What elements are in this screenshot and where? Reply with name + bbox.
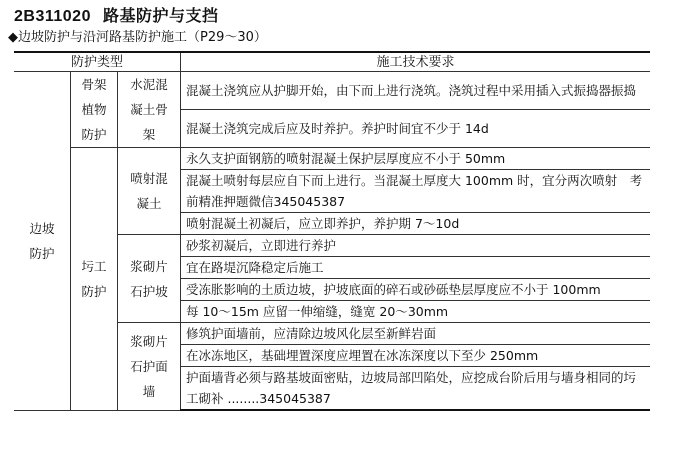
- requirement-cell: 混凝土浇筑应从护脚开始，由下而上进行浇筑。浇筑过程中采用插入式振捣器振捣: [181, 72, 651, 110]
- table-header-row: [14, 52, 650, 72]
- subgroup-label: 喷射混凝土: [130, 171, 168, 211]
- subgroup-label: 水泥混凝土骨架: [130, 77, 168, 142]
- group-label: 圬工防护: [81, 258, 107, 299]
- subgroup-label: 浆砌片石护面墙: [130, 333, 168, 399]
- requirement-cell: 喷射混凝土初凝后，应立即养护，养护期 7～10d: [181, 213, 651, 235]
- subsection-title: ◆边坡防护与沿河路基防护施工（P29～30）: [8, 30, 267, 45]
- table-row: [14, 72, 650, 110]
- requirement-cell: 修筑护面墙前，应清除边坡风化层至新鲜岩面: [181, 323, 651, 345]
- requirement-cell: 混凝土浇筑完成后应及时养护。养护时间宜不少于 14d: [181, 110, 651, 148]
- group-label: 骨架植物防护: [81, 77, 107, 142]
- category-cell: [14, 72, 71, 411]
- section-title: 路基防护与支挡: [102, 6, 219, 25]
- requirement-cell: 宜在路堤沉降稳定后施工: [181, 257, 651, 279]
- requirement-cell: 混凝土喷射每层应自下而上进行。当混凝土厚度大 100mm 时，宜分两次喷射 考前精准押题微信345045387: [181, 170, 651, 213]
- table-row: [14, 148, 650, 170]
- subgroup-cell: [118, 72, 181, 148]
- protection-table: [14, 51, 650, 411]
- category-label: 边坡防护: [29, 220, 55, 261]
- section-heading: [14, 3, 218, 26]
- section-code: 2B311020: [14, 8, 91, 25]
- group-cell: [71, 148, 118, 411]
- header-requirements: 施工技术要求: [181, 52, 651, 72]
- requirement-cell: 砂浆初凝后，立即进行养护: [181, 235, 651, 257]
- subgroup-label: 浆砌片石护坡: [130, 258, 168, 299]
- requirement-cell: 每 10～15m 应留一伸缩缝，缝宽 20～30mm: [181, 301, 651, 323]
- subgroup-cell: [118, 323, 181, 411]
- subgroup-cell: [118, 148, 181, 235]
- requirement-cell: 永久支护面钢筋的喷射混凝土保护层厚度应不小于 50mm: [181, 148, 651, 170]
- requirement-cell: 在冰冻地区，基础埋置深度应埋置在冰冻深度以下至少 250mm: [181, 345, 651, 367]
- header-protection-type: 防护类型: [14, 52, 181, 72]
- subgroup-cell: [118, 235, 181, 323]
- requirement-cell: 护面墙背必须与路基坡面密贴，边坡局部凹陷处，应挖成台阶后用与墙身相同的圬工砌补 ........345045387: [181, 367, 651, 411]
- group-cell: [71, 72, 118, 148]
- requirement-cell: 受冻胀影响的土质边坡，护坡底面的碎石或砂砾垫层厚度应不小于 100mm: [181, 279, 651, 301]
